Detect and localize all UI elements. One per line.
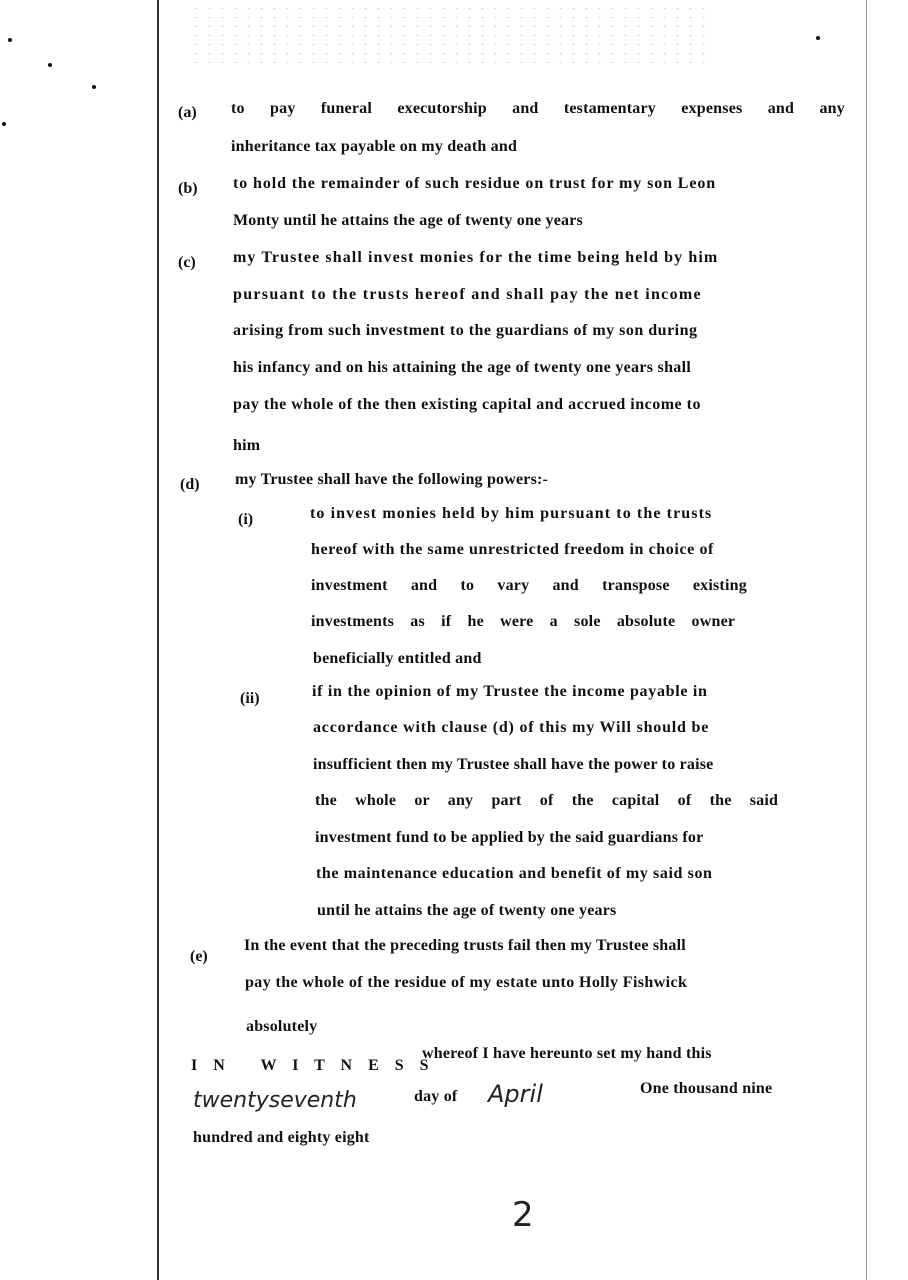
punch-dot <box>8 38 12 42</box>
scan-noise <box>190 4 710 64</box>
clause-c-line-3: arising from such investment to the guardians of my son during <box>233 322 698 339</box>
witness-day-of: day of <box>414 1088 458 1105</box>
clause-a-line-2: inheritance tax payable on my death and <box>231 138 518 155</box>
clause-d-i-line-1: to invest monies held by him pursuant to the trusts <box>310 505 713 522</box>
punch-dot <box>816 36 820 40</box>
clause-d-ii-label: (ii) <box>240 690 260 707</box>
witness-year-start: One thousand nine <box>640 1080 773 1097</box>
clause-d-i-line-2: hereof with the same unrestricted freedom in choice of <box>311 541 714 558</box>
punch-dot <box>48 63 52 67</box>
clause-b-line-1: to hold the remainder of such residue on trust for my son Leon <box>233 175 717 192</box>
clause-d-i-line-4: investments as if he were a sole absolute owner <box>311 613 736 630</box>
clause-c-label: (c) <box>178 254 196 271</box>
clause-d-ii-line-4: the whole or any part of the capital of the said <box>315 792 779 809</box>
clause-d-ii-line-7: until he attains the age of twenty one years <box>317 902 617 919</box>
clause-d-ii-line-5: investment fund to be applied by the said guardians for <box>315 829 704 846</box>
witness-year-end: hundred and eighty eight <box>193 1129 370 1146</box>
clause-e-line-1: In the event that the preceding trusts fail then my Trustee shall <box>244 937 686 954</box>
right-margin-rule <box>866 0 867 1280</box>
punch-dot <box>2 122 6 126</box>
clause-d-label: (d) <box>180 476 200 493</box>
clause-c-line-2: pursuant to the trusts hereof and shall pay the net income <box>233 286 702 303</box>
clause-d-ii-line-6: the maintenance education and benefit of my said son <box>316 865 713 882</box>
clause-d-i-label: (i) <box>238 511 254 528</box>
clause-c-line-5: pay the whole of the then existing capital and accrued income to <box>233 396 701 413</box>
handwritten-day: twentyseventh <box>193 1088 357 1113</box>
clause-d-ii-line-1: if in the opinion of my Trustee the income payable in <box>312 683 708 700</box>
handwritten-page-number: 2 <box>512 1195 534 1235</box>
handwritten-month: April <box>488 1080 543 1108</box>
clause-d-intro: my Trustee shall have the following powers:- <box>235 471 549 488</box>
clause-d-ii-line-3: insufficient then my Trustee shall have the power to raise <box>313 756 714 773</box>
clause-a-line-1: to pay funeral executorship and testamentary expenses and any <box>231 100 845 117</box>
left-margin-rule <box>157 0 159 1280</box>
clause-c-line-4: his infancy and on his attaining the age of twenty one years shall <box>233 359 692 376</box>
witness-heading: I N W I T N E S S <box>191 1057 435 1074</box>
clause-e-line-2: pay the whole of the residue of my estate unto Holly Fishwick <box>245 974 688 991</box>
clause-e-label: (e) <box>190 948 208 965</box>
punch-dot <box>92 85 96 89</box>
clause-c-line-6: him <box>233 437 261 454</box>
clause-b-label: (b) <box>178 180 198 197</box>
clause-a-label: (a) <box>178 104 197 121</box>
clause-b-line-2: Monty until he attains the age of twenty one years <box>233 212 583 229</box>
clause-c-line-1: my Trustee shall invest monies for the time being held by him <box>233 249 719 266</box>
clause-d-i-line-3: investment and to vary and transpose existing <box>311 577 747 594</box>
clause-d-ii-line-2: accordance with clause (d) of this my Will should be <box>313 719 710 736</box>
clause-d-i-line-5: beneficially entitled and <box>313 650 482 667</box>
clause-e-line-3: absolutely <box>246 1018 318 1035</box>
witness-text: whereof I have hereunto set my hand this <box>422 1045 712 1062</box>
